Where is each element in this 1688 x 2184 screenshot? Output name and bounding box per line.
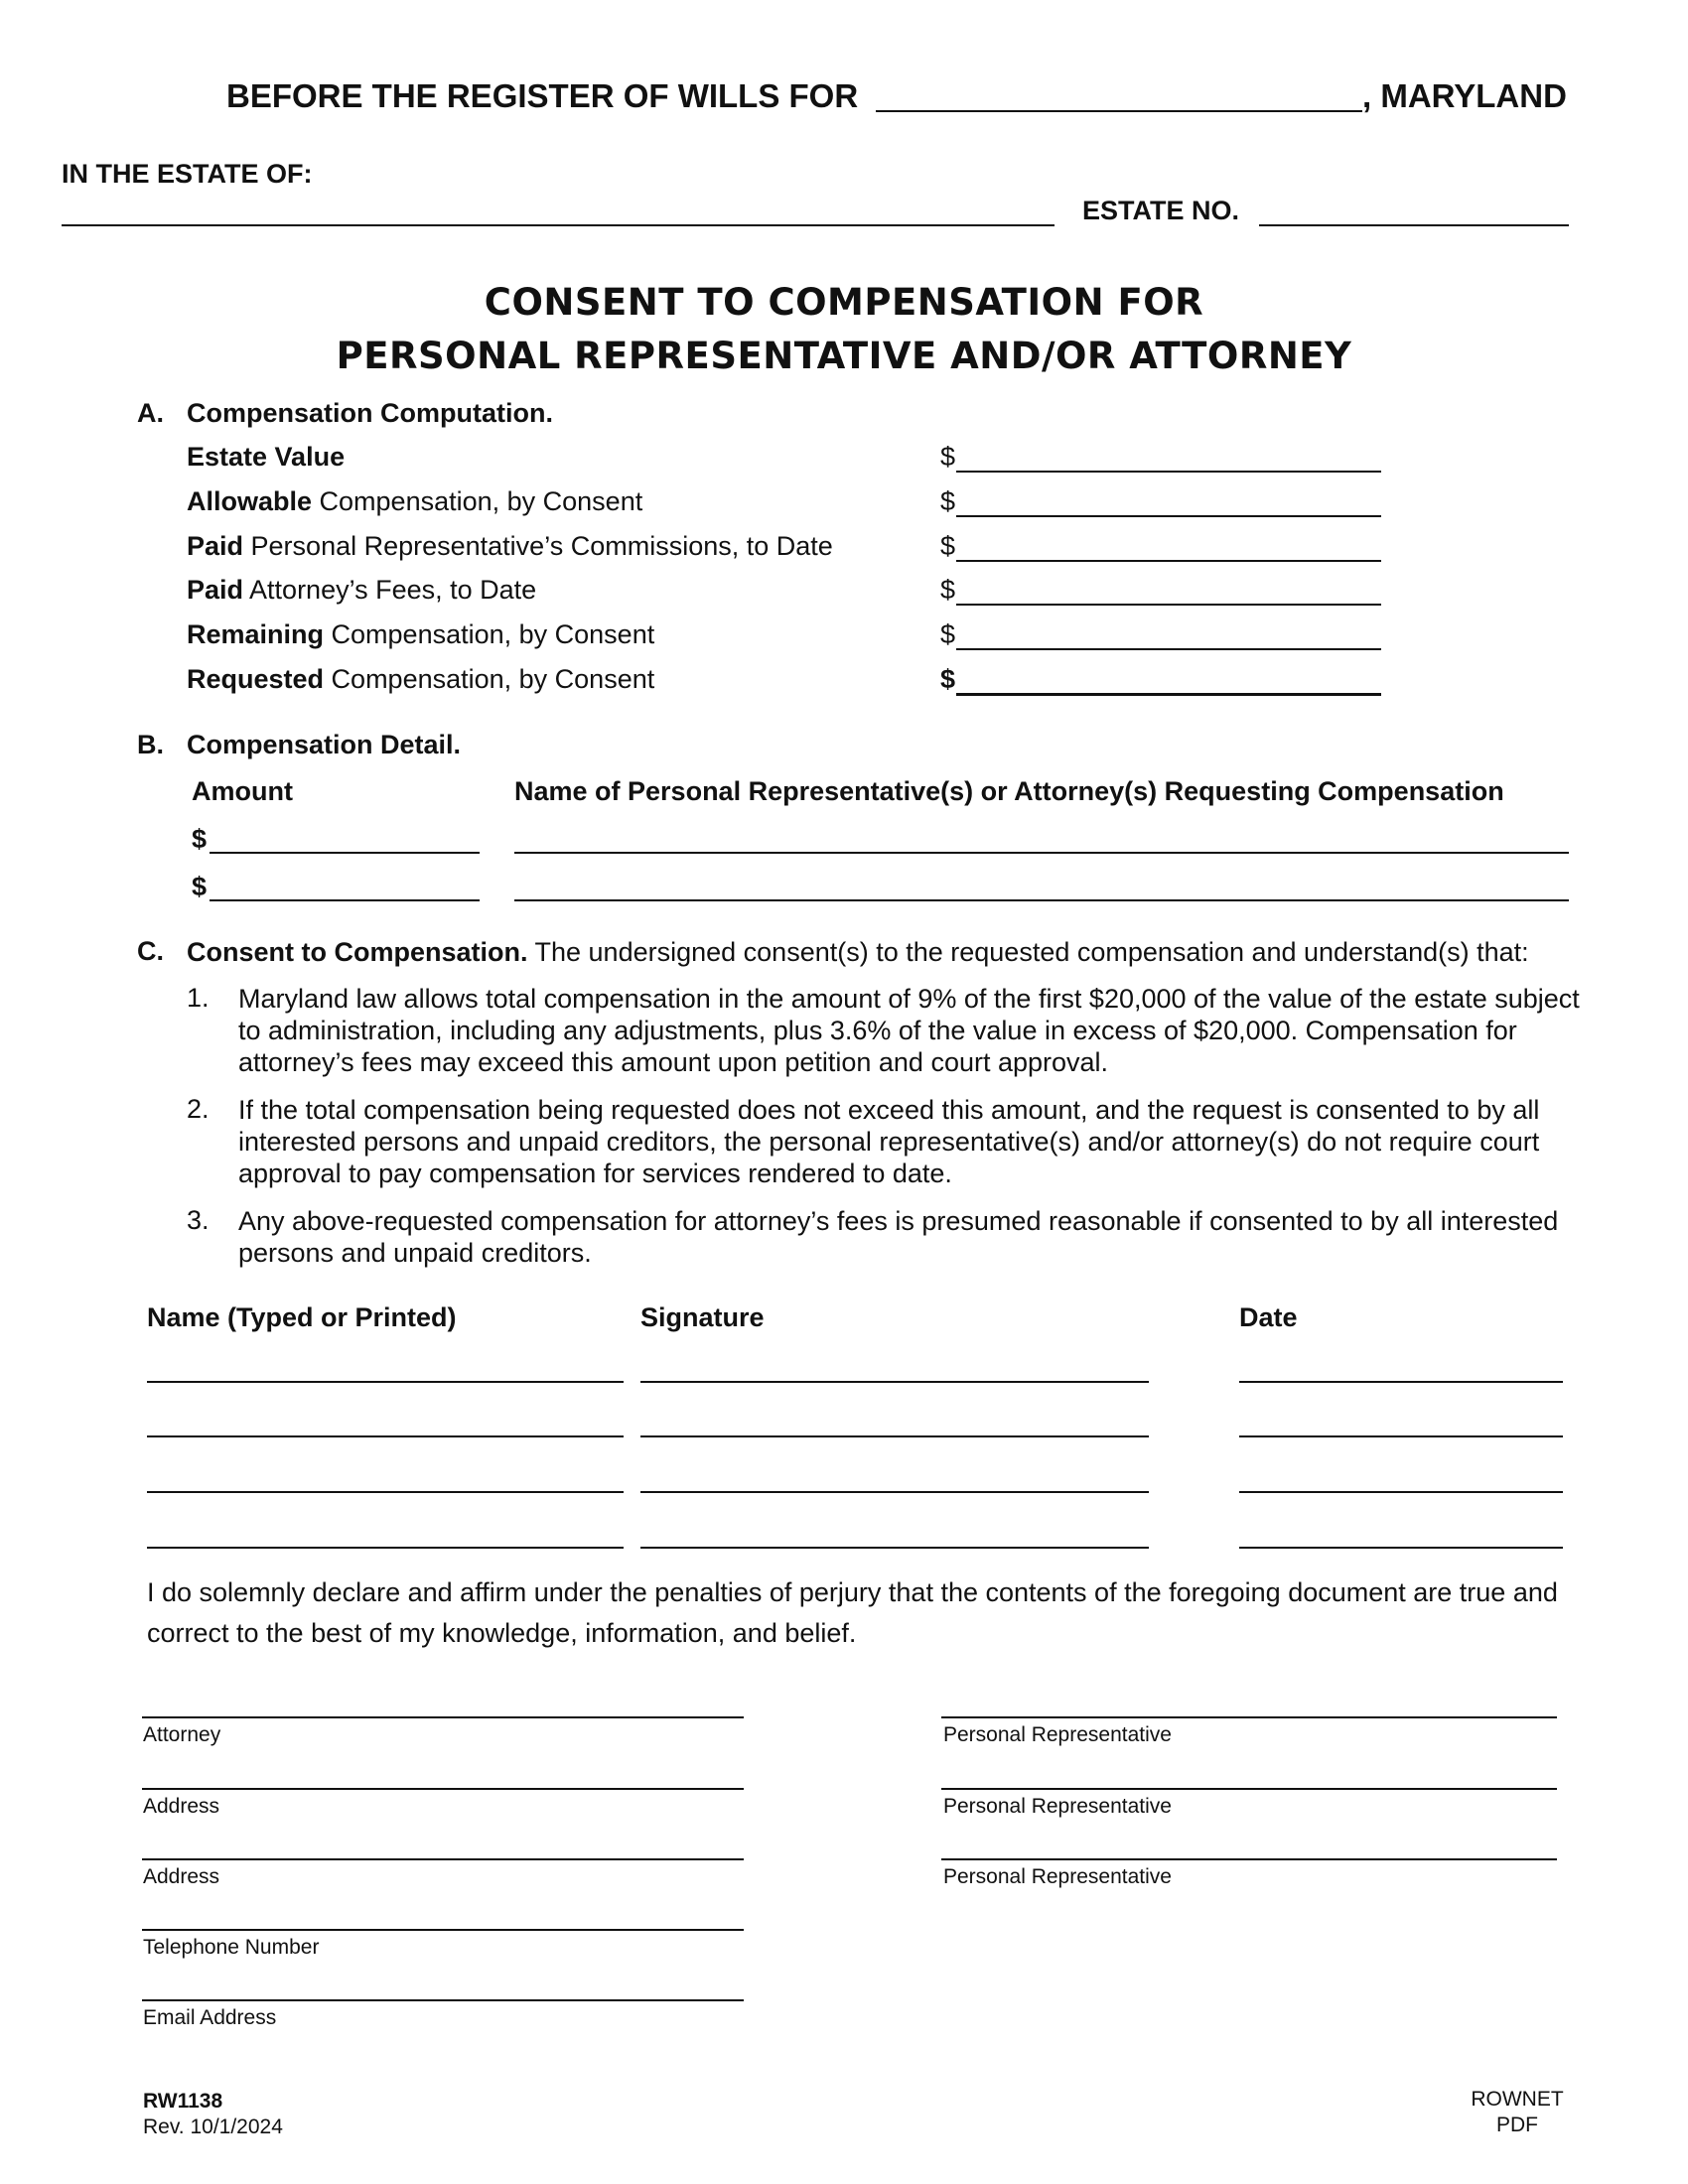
item-number: 3. [187,1205,210,1235]
section-c-letter: C. [137,936,164,966]
allowable-compensation-label: Allowable Compensation, by Consent [187,486,643,516]
perjury-declaration: I do solemnly declare and affirm under the penalties of perjury that the contents of the foregoing document are true and correct to the best of my knowledge, information, and belief. [147,1577,1558,1648]
amount-column-header: Amount [192,776,293,806]
pr-signature-field-3[interactable] [941,1858,1557,1860]
section-c-heading: Consent to Compensation. The undersigned consent(s) to the requested compensation and understand(s) that: [187,937,1529,967]
detail-amount-field-2[interactable] [210,899,480,901]
consenter-signature-field-4[interactable] [640,1547,1149,1549]
register-suffix: , MARYLAND [1362,77,1567,114]
estate-no-label: ESTATE NO. [1082,196,1240,225]
consenter-date-field-3[interactable] [1239,1491,1563,1493]
telephone-field[interactable] [142,1929,744,1931]
consenter-signature-field-1[interactable] [640,1381,1149,1383]
currency-symbol: $ [940,619,956,649]
email-field[interactable] [142,1999,744,2001]
date-column-header: Date [1239,1302,1298,1332]
pr-label: Personal Representative [943,1723,1172,1746]
consenter-date-field-2[interactable] [1239,1435,1563,1437]
section-b-letter: B. [137,730,164,759]
item-number: 2. [187,1094,210,1124]
address-field-2[interactable] [142,1858,744,1860]
address-field-1[interactable] [142,1788,744,1790]
section-a-letter: A. [137,398,164,428]
consenter-signature-field-2[interactable] [640,1435,1149,1437]
form-id: RW1138 [143,2090,223,2113]
email-label: Email Address [143,2006,277,2029]
currency-symbol: $ [940,442,956,472]
consenter-name-field-4[interactable] [147,1547,624,1549]
currency-symbol: $ [940,531,956,561]
requester-name-column-header: Name of Personal Representative(s) or Attorney(s) Requesting Compensation [514,776,1504,806]
decedent-name-field[interactable] [62,224,1055,226]
item-text: Any above-requested compensation for attorney’s fees is presumed reasonable if consented to by all interested persons and unpaid creditors. [238,1206,1559,1268]
estate-of-label: IN THE ESTATE OF: [62,159,313,189]
name-column-header: Name (Typed or Printed) [147,1302,457,1332]
currency-symbol: $ [940,486,956,516]
remaining-compensation-label: Remaining Compensation, by Consent [187,619,655,649]
estate-value-field[interactable] [956,471,1381,473]
consenter-name-field-1[interactable] [147,1381,624,1383]
consenter-name-field-2[interactable] [147,1435,624,1437]
paid-pr-commissions-field[interactable] [956,560,1381,562]
form-id-block [143,2089,283,2140]
item-number: 1. [187,983,210,1013]
currency-symbol: $ [940,664,956,694]
consenter-name-field-3[interactable] [147,1491,624,1493]
detail-name-field-1[interactable] [514,852,1569,854]
form-title-line2: PERSONAL REPRESENTATIVE AND/OR ATTORNEY [336,335,1352,377]
estate-no-field[interactable] [1259,224,1569,226]
item-text: If the total compensation being requested does not exceed this amount, and the request is consented to by all interested persons and unpaid creditors, the personal representative(s) and/or attorney(s) do not require court approval to pay compensation for services rendered to date. [238,1095,1540,1188]
pr-label: Personal Representative [943,1865,1172,1888]
currency-symbol: $ [192,824,208,854]
section-b-title: Compensation Detail. [187,730,462,759]
consenter-date-field-4[interactable] [1239,1547,1563,1549]
remaining-compensation-field[interactable] [956,648,1381,650]
form-title-line1: CONSENT TO COMPENSATION FOR [484,281,1204,324]
consenter-signature-field-3[interactable] [640,1491,1149,1493]
address-label: Address [143,1795,220,1818]
requested-compensation-field[interactable] [956,693,1381,696]
currency-symbol: $ [192,872,208,901]
allowable-compensation-field[interactable] [956,515,1381,517]
brand-block [1458,2087,1577,2138]
requested-compensation-label: Requested Compensation, by Consent [187,664,655,694]
paid-attorney-fees-label: Paid Attorney’s Fees, to Date [187,575,537,605]
currency-symbol: $ [940,575,956,605]
county-field[interactable] [876,110,1362,112]
telephone-label: Telephone Number [143,1936,320,1959]
pr-signature-field-1[interactable] [941,1716,1557,1718]
revision-date: Rev. 10/1/2024 [143,2116,283,2138]
attorney-label: Attorney [143,1723,221,1746]
detail-amount-field-1[interactable] [210,852,480,854]
register-prefix: BEFORE THE REGISTER OF WILLS FOR [226,77,859,114]
brand-line2: PDF [1496,2114,1538,2136]
paid-attorney-fees-field[interactable] [956,604,1381,606]
consenter-date-field-1[interactable] [1239,1381,1563,1383]
signature-column-header: Signature [640,1302,765,1332]
section-a-title: Compensation Computation. [187,398,553,428]
attorney-signature-field[interactable] [142,1716,744,1718]
pr-label: Personal Representative [943,1795,1172,1818]
item-text: Maryland law allows total compensation in the amount of 9% of the first $20,000 of the value of the estate subject to administration, including any adjustments, plus 3.6% of the value in excess of $20,000. Compensation for attorney’s fees may exceed this amount upon petition and court approval. [238,984,1580,1077]
estate-value-label: Estate Value [187,442,346,472]
detail-name-field-2[interactable] [514,899,1569,901]
pr-signature-field-2[interactable] [941,1788,1557,1790]
paid-pr-commissions-label: Paid Personal Representative’s Commissions, to Date [187,531,833,561]
address-label: Address [143,1865,220,1888]
brand-line1: ROWNET [1471,2088,1564,2111]
